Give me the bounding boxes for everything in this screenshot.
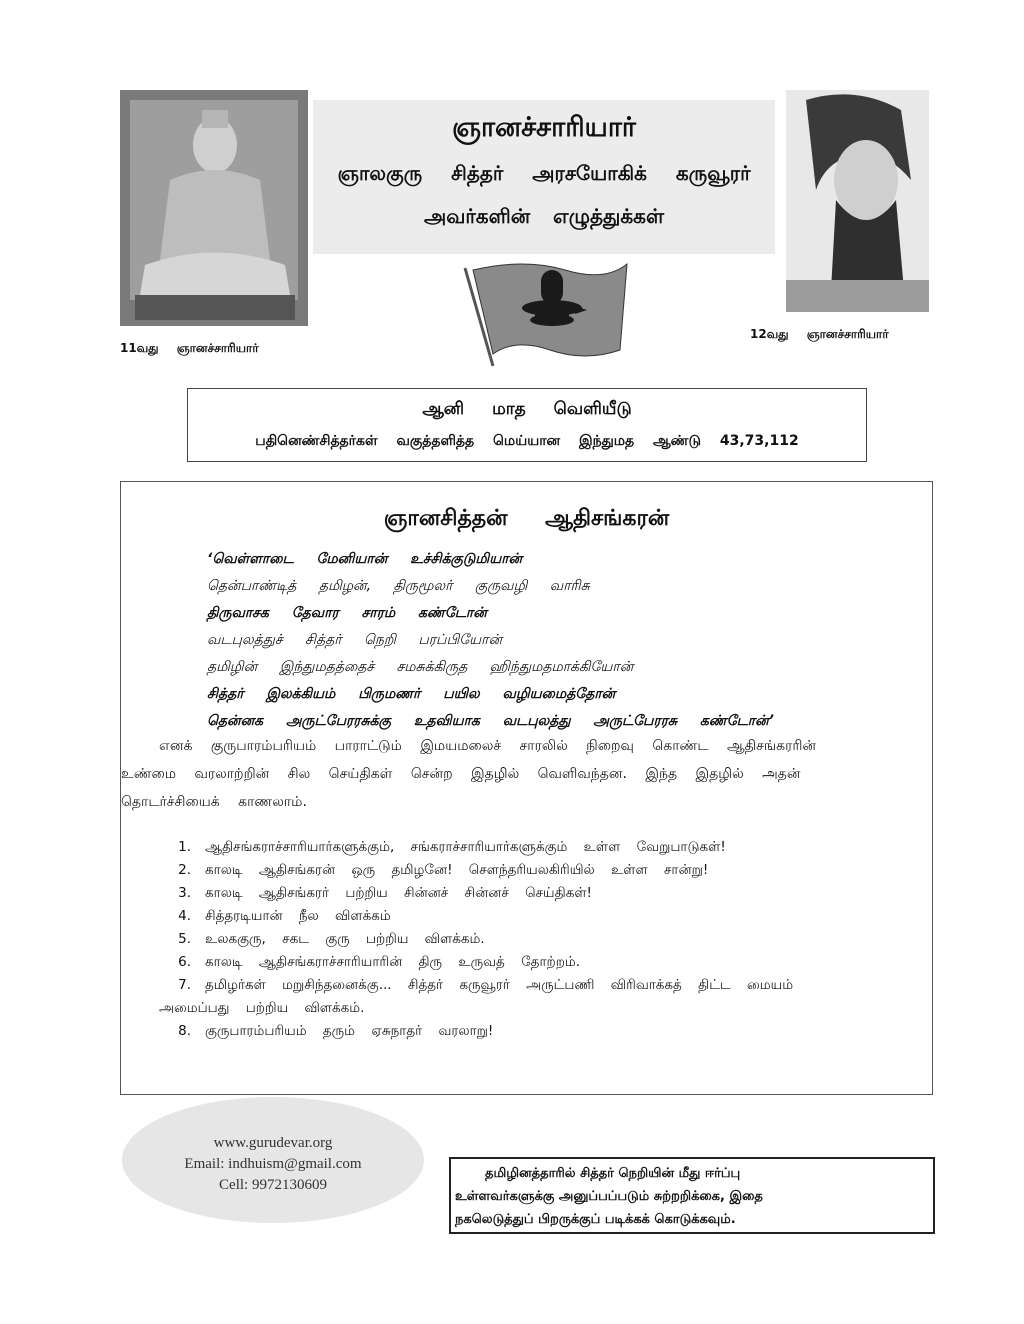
list-text: அமைப்பது பற்றிய விளக்கம். — [159, 1000, 365, 1016]
list-item-continuation — [121, 997, 934, 1020]
notice-line: உள்ளவர்களுக்கு அனுப்பப்படும் சுற்றறிக்கை, இதை — [455, 1189, 763, 1204]
notice-line: நகலெடுத்துப் பிறருக்குப் படிக்கக் கொடுக்கவும். — [455, 1212, 736, 1227]
list-number: 4. — [178, 908, 191, 924]
poem-line: சித்தர் இலக்கியம் பிருமணர் பயில வழியமைத்தோன் — [207, 686, 616, 702]
paragraph-line: எனக் குருபாரம்பரியம் பாராட்டும் இமயமலைச் சாரலில் நிறைவு கொண்ட ஆதிசங்கரரின் — [159, 738, 816, 754]
list-item — [121, 951, 934, 974]
list-text: காலடி ஆதிசங்கரன் ஒரு தமிழனே! சௌந்தரியலகிரியில் உள்ள சான்று! — [205, 862, 709, 878]
poem-line: ‘வெள்ளாடை மேனியான் உச்சிக்குடுமியான் — [207, 551, 523, 567]
list-text: காலடி ஆதிசங்கராச்சாரியாரின் திரு உருவத் தோற்றம். — [205, 954, 581, 970]
caption-left: 11வது ஞானச்சாரியார் — [120, 341, 259, 355]
list-number: 5. — [178, 931, 191, 947]
title-banner — [313, 100, 775, 254]
notice-line: தமிழினத்தாரில் சித்தர் நெறியின் மீது ஈர்ப்பு — [485, 1166, 741, 1181]
lingam-flag-icon — [455, 258, 635, 368]
notice-box — [449, 1157, 935, 1234]
list-text: தமிழர்கள் மறுசிந்தனைக்கு... சித்தர் கருவூரர் அருட்பணி விரிவாக்கத் திட்ட மையம் — [205, 977, 794, 993]
release-box — [187, 388, 867, 462]
list-text: ஆதிசங்கராச்சாரியார்களுக்கும், சங்கராச்சாரியார்களுக்கும் உள்ள வேறுபாடுகள்! — [205, 839, 726, 855]
release-year: பதினெண்சித்தர்கள் வகுத்தளித்த மெய்யான இந்துமத ஆண்டு 43,73,112 — [255, 433, 799, 449]
list-number: 1. — [178, 839, 191, 855]
poem-line: வடபுலத்துச் சித்தர் நெறி பரப்பியோன் — [207, 632, 503, 648]
list-item — [121, 905, 934, 928]
list-text: உலககுரு, சகட குரு பற்றிய விளக்கம். — [205, 931, 485, 947]
list-text: குருபாரம்பரியம் தரும் ஏசுநாதர் வரலாறு! — [205, 1023, 494, 1039]
list-item — [121, 882, 934, 905]
intro-paragraph — [121, 732, 934, 816]
topic-list — [121, 836, 934, 1043]
list-number: 2. — [178, 862, 191, 878]
paragraph-line: உண்மை வரலாற்றின் சில செய்திகள் சென்ற இதழில் வெளிவந்தன. இந்த இதழில் அதன் — [121, 766, 801, 782]
page-title: ஞானச்சாரியார் — [451, 112, 637, 143]
list-item — [121, 974, 934, 997]
article-title: ஞானசித்தன் ஆதிசங்கரன் — [383, 506, 670, 531]
phone-number: Cell: 9972130609 — [219, 1177, 327, 1193]
list-item — [121, 836, 934, 859]
release-title: ஆனி மாத வெளியீடு — [422, 399, 632, 419]
contact-oval — [122, 1097, 424, 1223]
caption-right: 12வது ஞானச்சாரியார் — [750, 327, 889, 341]
page-subtitle: ஞாலகுரு சித்தர் அரசயோகிக் கருவூரர் — [337, 161, 751, 185]
list-text: காலடி ஆதிசங்கரர் பற்றிய சின்னச் சின்னச் செய்திகள்! — [205, 885, 592, 901]
paragraph-line: தொடர்ச்சியைக் காணலாம். — [121, 794, 307, 810]
statue-photo — [120, 90, 308, 326]
website-link[interactable]: www.gurudevar.org — [213, 1135, 333, 1151]
list-number: 7. — [178, 977, 191, 993]
poem-line: தென்பாண்டித் தமிழன், திருமூலர் குருவழி வாரிசு — [207, 578, 590, 594]
poem-line: திருவாசக தேவார சாரம் கண்டோன் — [207, 605, 487, 621]
poem-line: தென்னக அருட்பேரரசுக்கு உதவியாக வடபுலத்து அருட்பேரரசு கண்டோன்’ — [207, 713, 774, 729]
email-link[interactable]: Email: indhuism@gmail.com — [184, 1156, 362, 1172]
list-item — [121, 859, 934, 882]
list-item — [121, 1020, 934, 1043]
article-box — [120, 481, 933, 1095]
list-number: 3. — [178, 885, 191, 901]
list-number: 8. — [178, 1023, 191, 1039]
poem — [207, 546, 774, 735]
poem-line: தமிழின் இந்துமதத்தைச் சமசுக்கிருத ஹிந்துமதமாக்கியோன் — [207, 659, 634, 675]
list-item — [121, 928, 934, 951]
page-subtitle-2: அவர்களின் எழுத்துக்கள் — [423, 204, 665, 228]
list-text: சித்தரடியான் நீல விளக்கம் — [205, 908, 391, 924]
portrait-photo — [786, 90, 929, 312]
list-number: 6. — [178, 954, 191, 970]
